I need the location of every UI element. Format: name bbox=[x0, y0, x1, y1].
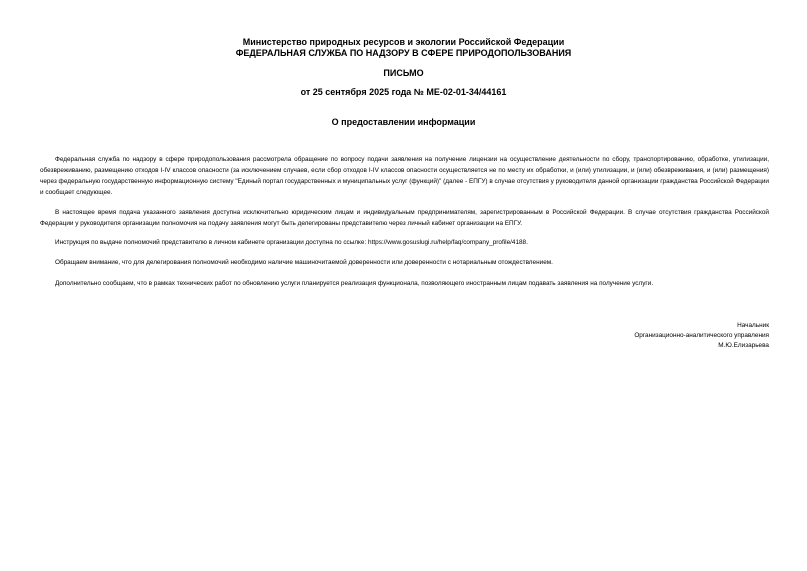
document-type: ПИСЬМО bbox=[383, 68, 424, 78]
signature-position: Начальник bbox=[737, 322, 769, 329]
signature-department: Организационно-аналитического управления bbox=[634, 332, 769, 339]
document-date-number: от 25 сентября 2025 года № МЕ-02-01-34/44161 bbox=[300, 87, 507, 97]
body-paragraph-3: Инструкция по выдаче полномочий представителю в личном кабинете организации доступна по ссылке: https://www.gosuslugi.ru/help/faq/company_profile/4188. bbox=[55, 239, 528, 246]
body-paragraph-5: Дополнительно сообщаем, что в рамках технических работ по обновлению услуги планируется реализация функционала, позволяющего иностранным лицам подавать заявления на получение услуги. bbox=[55, 280, 654, 287]
ministry-name: Министерство природных ресурсов и экологии Российской Федерации bbox=[242, 37, 565, 47]
service-name: ФЕДЕРАЛЬНАЯ СЛУЖБА ПО НАДЗОРУ В СФЕРЕ ПРИРОДОПОЛЬЗОВАНИЯ bbox=[235, 48, 572, 58]
body-paragraph-1: Федеральная служба по надзору в сфере природопользования рассмотрела обращение по вопросу подачи заявления на получение лицензии на осуществление деятельности по сбору, транспортированию, обработке, утилизации, обезвреживанию, размещению отходов I-IV классов опасности (за исключением случаев, если сбор отходов I-IV классов опасности осуществляется не по месту их обработки, и (или) утилизации, и (или) обезвреживания, и (или) размещения) через федеральную государственную информационную систему "Единый портал государственных и муниципальных услуг (функций)" (далее - ЕПГУ) в случае отсутствия у руководителя данной организации гражданства Российской Федерации и сообщает следующее. bbox=[40, 156, 769, 196]
document-subject: О предоставлении информации bbox=[331, 117, 476, 127]
body-paragraph-4: Обращаем внимание, что для делегирования полномочий необходимо наличие машиночитаемой доверенности или доверенности с нотариальным отождествлением. bbox=[55, 259, 553, 266]
signature-name: М.Ю.Елизарьева bbox=[718, 342, 769, 349]
body-paragraph-2: В настоящее время подача указанного заявления доступна исключительно юридическим лицам и индивидуальным предпринимателям, зарегистрированным в Российской Федерации. В случае отсутствия гражданства Российской Федерации у руководителя организации полномочия на подачу заявления могут быть делегированы представителю через личный кабинет организации на ЕПГУ. bbox=[40, 209, 769, 227]
